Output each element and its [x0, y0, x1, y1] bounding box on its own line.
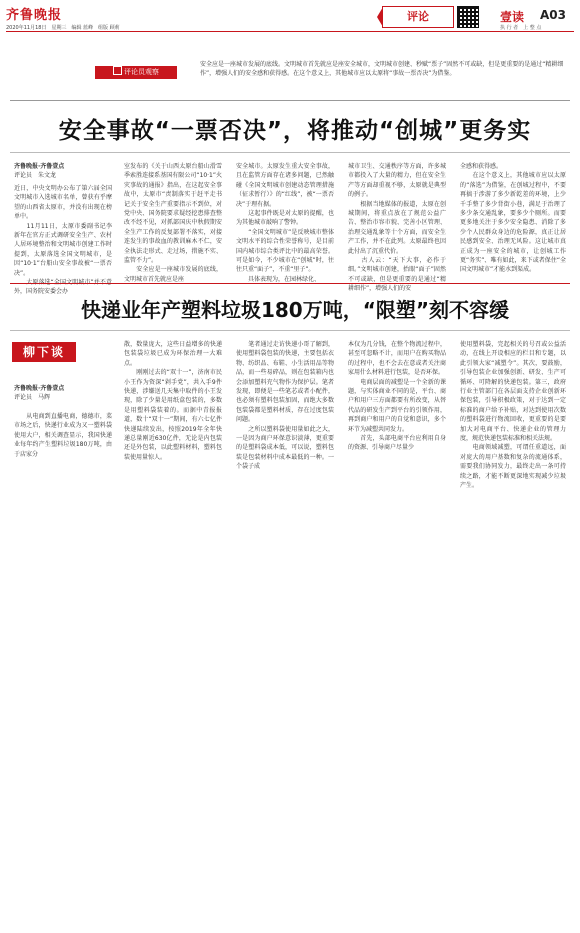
byline-source: 齐鲁晚报·齐鲁壹点 [14, 163, 65, 170]
article-1-column-3: 安全城市。太原发生重大安全事故，且在监管方面存在诸多问题，已然触碰《全国文明城市创建动态管理措施（征求暂行）》的“红线”，被“一票否决”于理有据。 这起事件既是对太原的提醒，也为其他城市敲响了警钟。 “全国文明城市”是反映城市整体文明水平的综合性荣誉称号，是目前国内城市综合类评比中的最高荣誉。可是如今，不少城市在“创城”时，往往只重“面子”，不重“里子”。 具体表现为，在园林绿化、 [236, 163, 334, 283]
divider [10, 152, 570, 153]
byline-article-1 [14, 162, 114, 180]
pen-icon [113, 66, 122, 75]
section-divider [10, 283, 570, 284]
article-2-column-3: 笔者通过走访快递小哥了解到，使用塑料袋包装的快递，主要包括衣物、纺织品、布鞋、小生活用品等物品，而一些易碎品，则在包装箱内也会添加塑料充气物作为保护层。笔者发现，即便是一些笔芯或者小配件，也必须有塑料包装加固，而绝大多数包装袋都是塑料材质，存在过度包装问题。 之所以塑料袋使用量如此之大，一是因为商户环保意识淡薄，更重要的是塑料袋成本低，可以说，塑料包装是包装材料中成本最低的一种。一个袋子成 [236, 341, 334, 471]
column-badge [95, 66, 177, 79]
page-number: A03 [540, 8, 566, 22]
qr-code-icon [457, 6, 479, 28]
dateline: 2020年11月18日 星期三 编辑 蓝峰 组版 顾莉 [6, 25, 120, 31]
article-2-column-5: 使用塑料袋，完起相关的号召或公益活动，在线上开设相应的栏目和专题，以此引领大家“减塑令”。其次，要鼓励，引导包装企业加强创新、研发、生产可循环、可降解的快递包装。第三，政府行业主管部门在各层面支持企业创新环保包装，引导积极政策，对于达到一定标准的商户给予补贴，对达到使用次数的塑料袋进行物流回收，更重要的是要加大对电商平台、快递企业的管理力度，规范快递包装标准和相关法规。 电商领域减塑，可谓任重道远，面对庞大的用户基数和复杂的流通体系，需要我们协同发力，最终走出一条可持续之路，才能不断更深地实现减少垃圾产生。 [460, 341, 566, 490]
article-2-column-4: 本仅为几分钱，在整个物流过程中，甚至可忽略不计，而用户在购买物品的过程中，也不会去在意或者关注商家用什么材料进行包装，是否环保。 电商层面的减塑是一个全新的课题，与实体商业不同的是，平台、商户和用户三方面都要有所改变，从替代品的研发生产到平台的引领作用，再到商户和用户的自觉和意识，多个环节为减塑共同发力。 首先，头部电商平台应利用自身的资源、引导商户尽量少 [348, 341, 446, 452]
page-label: 壹读 [500, 10, 525, 24]
byline-author: 评论员 朱文龙 [14, 172, 57, 179]
header-rule [6, 31, 574, 32]
byline-article-2 [14, 384, 114, 402]
headline-article-2: 快递业年产塑料垃圾180万吨，“限塑”刻不容缓 [80, 298, 510, 322]
section-tag: 评论 [382, 6, 454, 28]
column-badge-liuxiatan: 柳下谈 [12, 342, 76, 362]
intro-text: 安全应是一座城市发展的底线。文明城市首先就应是座安全城市，文明城市创建、秒赋“票子”固然不可或缺，但是更重要的是通过“精耕细作”，增强人们的安全感和获得感。在这个意义上，其他城市应以太原将“事故一票否决”为借鉴。 [200, 61, 564, 77]
byline-author: 评论员 马辉 [14, 394, 51, 401]
masthead: 齐鲁晚报 [6, 8, 63, 23]
byline-source: 齐鲁晚报·齐鲁壹点 [14, 385, 65, 392]
headline-article-1: 安全事故“一票否决”，将推动“创城”更务实 [58, 118, 532, 144]
article-1-column-2: 室发布的《关于山西太原台船山滑雪季索胜连接系基国有限公司“10·1”火灾事故的通报》指出，在这起安全事故中，太原市“责制落实于赶平走书记关于安全生产重要指示不到位，对党中央、国务院要求疑经挖患排查整改不经不见，对抓部国庆中秋假期安全生产工作的反复部署不落实，对接连发生的事故血的教训麻木不仁，安全执法走形式、走过场，措施不实、监管不力”。 安全应是一座城市发展的底线，文明城市首先就应是座 [124, 163, 222, 283]
article-1-column-1: 近日，中央文明办公布了第六届全国文明城市入选城市名单，曾获有乎摩望的山西省太原市，并没有出现在榜单中。 11月11日，太原市委副书记李新年在官方正式调研安全生产、农村人居环境整治和文明城市创建工作时提到，太原落选全国文明城市，是因“10·1”台船山安全事故被“一票否决”。 外，国务院安委会办 [14, 185, 112, 296]
article-2-column-1: 从电商到直播电商，德德市，菜市场之后，快递行业成为又一塑料袋使用大户，相关调查显示，我国快递业每年约产生塑料垃圾180万吨，由于店家分 [14, 413, 112, 458]
article-2-column-2: 散，数量庞大，这些日益增多的快递包装袋垃圾已成为环保治理一大难点。 刚刚过去的“双十一”，济南市民小王作为资深“剁手党”，共入手9件快递，涉嫌送几天集中取件的小王发现，除了少量是用纸盒包装的，多数是用塑料袋装着的。而据中青报报道，数十“双十一”期间，有六七亿件快递陆续发出，按照2019年全年快递总量刚近630亿件，无论是内包装还是外包装，以此塑料材料，塑料包装使用量惊人。 [124, 341, 222, 461]
divider [10, 100, 570, 101]
divider [10, 330, 570, 331]
editor-line: 执 行 者 上 整 点 [500, 25, 542, 31]
article-1-column-4: 城市卫生、交通秩序等方面，许多城市都投入了大量的精力，但在安全生产等方面却重视不够，太原就是典型的例子。 根据当地媒体的报道，太原在创城期间，将重点放在了规范公益广告、整治市容市貌、完善小区管理、治理交通乱象等十个方面，而安全生产工作，并不在此列。太原最终也因此付出了沉重代价。 古人云：“天下大事，必作于细。”文明城市创建，抬眼“面子”固然不可或缺，但是更重要的是通过“精耕细作”，增强人们的安 [348, 163, 446, 293]
column-badge-label: 评论员观察 [124, 68, 159, 76]
article-1-column-5: 全感和获得感。 在这个意义上，其他城市应以太原的“落选”为借鉴，在创城过程中，不要再搞于涉游了多少新乾差的环境，上少千手整了多少背街小巷，满足于治理了多少条交通乱象，要多少个厕所。而要更多地关注于多少安全隐患、消除了多少个人民群众身边的危险源，真正让居民感到安全、治理无风险。这让城市真正成为一座安全的城市，让创城工作更“务实”、唯有如此，来下或者保住“全国文明城市”才能水到渠成。 [460, 163, 566, 274]
